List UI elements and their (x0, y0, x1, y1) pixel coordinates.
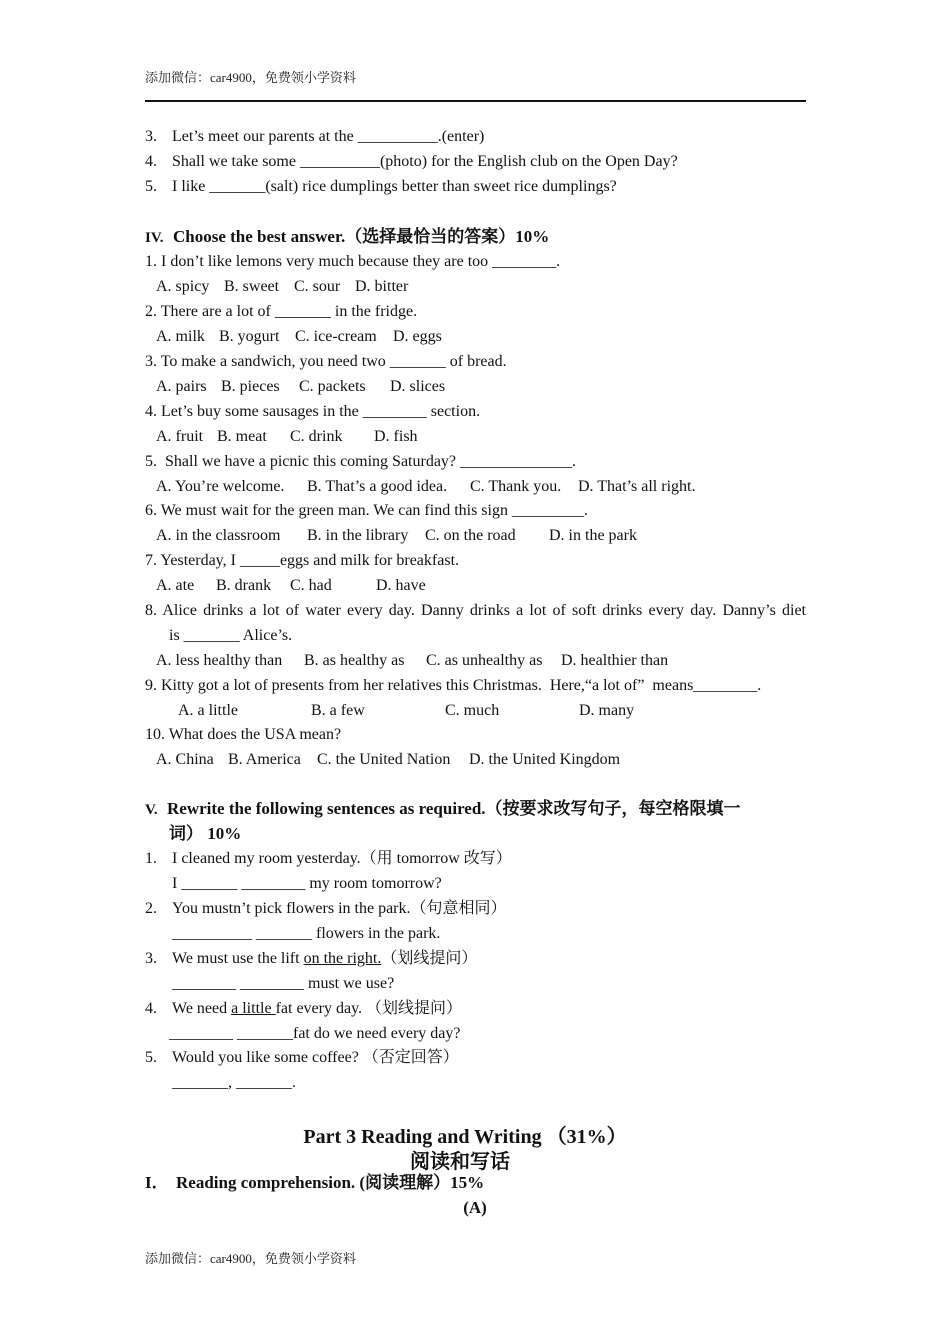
option: D. fish (374, 428, 418, 445)
list-item: 2. You mustn’t pick flowers in the park.（句意相同） (145, 900, 507, 917)
question: 8. Alice drinks a lot of water every day. Danny drinks a lot of soft drinks every day. Danny’s diet (145, 602, 806, 619)
question: 2. There are a lot of _______ in the fridge. (145, 303, 418, 320)
option: C. as unhealthy as (426, 652, 543, 669)
section-heading-continued: 词） 10% (169, 824, 242, 843)
option: D. That’s all right. (578, 478, 696, 495)
option: B. sweet (224, 278, 280, 295)
option: C. Thank you. (470, 478, 562, 495)
option: B. in the library (307, 527, 409, 544)
list-item: 1. I cleaned my room yesterday.（用 tomorrow 改写） (145, 850, 512, 867)
question: 1. I don’t like lemons very much because they are too ________. (145, 253, 561, 270)
answer-line: ________ ________ must we use? (172, 975, 395, 992)
section-heading: V. Rewrite the following sentences as required.（按要求改写句子，每空格限填一 (145, 799, 741, 818)
question: 7. Yesterday, I _____eggs and milk for breakfast. (145, 552, 460, 569)
option: B. America (228, 751, 301, 768)
answer-line: ________ _______fat do we need every day? (169, 1025, 461, 1042)
option: A. milk (156, 328, 205, 345)
option: B. pieces (221, 378, 280, 395)
header-rule (145, 100, 806, 102)
option: B. as healthy as (304, 652, 405, 669)
subsection-heading: I． Reading comprehension. (阅读理解）15% (145, 1173, 485, 1192)
option: D. in the park (549, 527, 637, 544)
option: D. eggs (393, 328, 442, 345)
option: D. healthier than (561, 652, 669, 669)
option: D. have (376, 577, 426, 594)
option: C. drink (290, 428, 343, 445)
option: C. on the road (425, 527, 516, 544)
answer-line: _______, _______. (172, 1074, 296, 1091)
part-subtitle: 阅读和写话 (410, 1151, 510, 1173)
option: C. much (445, 702, 500, 719)
option: A. a little (178, 702, 238, 719)
option: D. slices (390, 378, 446, 395)
answer-line: I _______ ________ my room tomorrow? (172, 875, 442, 892)
option: B. That’s a good idea. (307, 478, 448, 495)
question: 10. What does the USA mean? (145, 726, 342, 743)
option: A. fruit (156, 428, 204, 445)
option: B. yogurt (219, 328, 280, 345)
answer-line: __________ _______ flowers in the park. (172, 925, 441, 942)
option: A. spicy (156, 278, 210, 295)
option: A. You’re welcome. (156, 478, 285, 495)
option: C. packets (299, 378, 366, 395)
question: 3. To make a sandwich, you need two _______ of bread. (145, 353, 507, 370)
list-item: 4. Shall we take some __________(photo) for the English club on the Open Day? (145, 153, 678, 170)
part-title: Part 3 Reading and Writing （31%） (303, 1126, 627, 1148)
list-item: 4. We need a little fat every day. （划线提问） (145, 1000, 463, 1017)
question: 6. We must wait for the green man. We can find this sign _________. (145, 502, 588, 519)
option: B. meat (217, 428, 267, 445)
option: A. less healthy than (156, 652, 283, 669)
list-item: 5. Would you like some coffee? （否定回答） (145, 1049, 459, 1066)
list-item: 3. Let’s meet our parents at the __________.(enter) (145, 128, 485, 145)
question: 5. Shall we have a picnic this coming Saturday? ______________. (145, 453, 577, 470)
option: A. pairs (156, 378, 207, 395)
header-note: 添加微信：car4900，免费领小学资料 (145, 70, 356, 85)
question: 4. Let’s buy some sausages in the ________ section. (145, 403, 481, 420)
question-continued: is _______ Alice’s. (169, 627, 293, 644)
list-item: 5. I like _______(salt) rice dumplings better than sweet rice dumplings? (145, 178, 617, 195)
option: C. the United Nation (317, 751, 451, 768)
option: A. China (156, 751, 214, 768)
option: A. ate (156, 577, 195, 594)
option: C. ice-cream (295, 328, 377, 345)
option: C. sour (294, 278, 341, 295)
option: B. drank (216, 577, 272, 594)
option: A. in the classroom (156, 527, 281, 544)
option: D. many (579, 702, 635, 719)
option: D. bitter (355, 278, 409, 295)
option: C. had (290, 577, 332, 594)
section-heading: IV. Choose the best answer.（选择最恰当的答案）10% (145, 227, 550, 246)
footer-note: 添加微信：car4900，免费领小学资料 (145, 1251, 356, 1266)
option: B. a few (311, 702, 365, 719)
option: D. the United Kingdom (469, 751, 621, 768)
question: 9. Kitty got a lot of presents from her relatives this Christmas. Here,“a lot of” means________. (145, 677, 762, 694)
passage-label: (A) (463, 1198, 487, 1217)
list-item: 3. We must use the lift on the right.（划线提问） (145, 950, 478, 967)
